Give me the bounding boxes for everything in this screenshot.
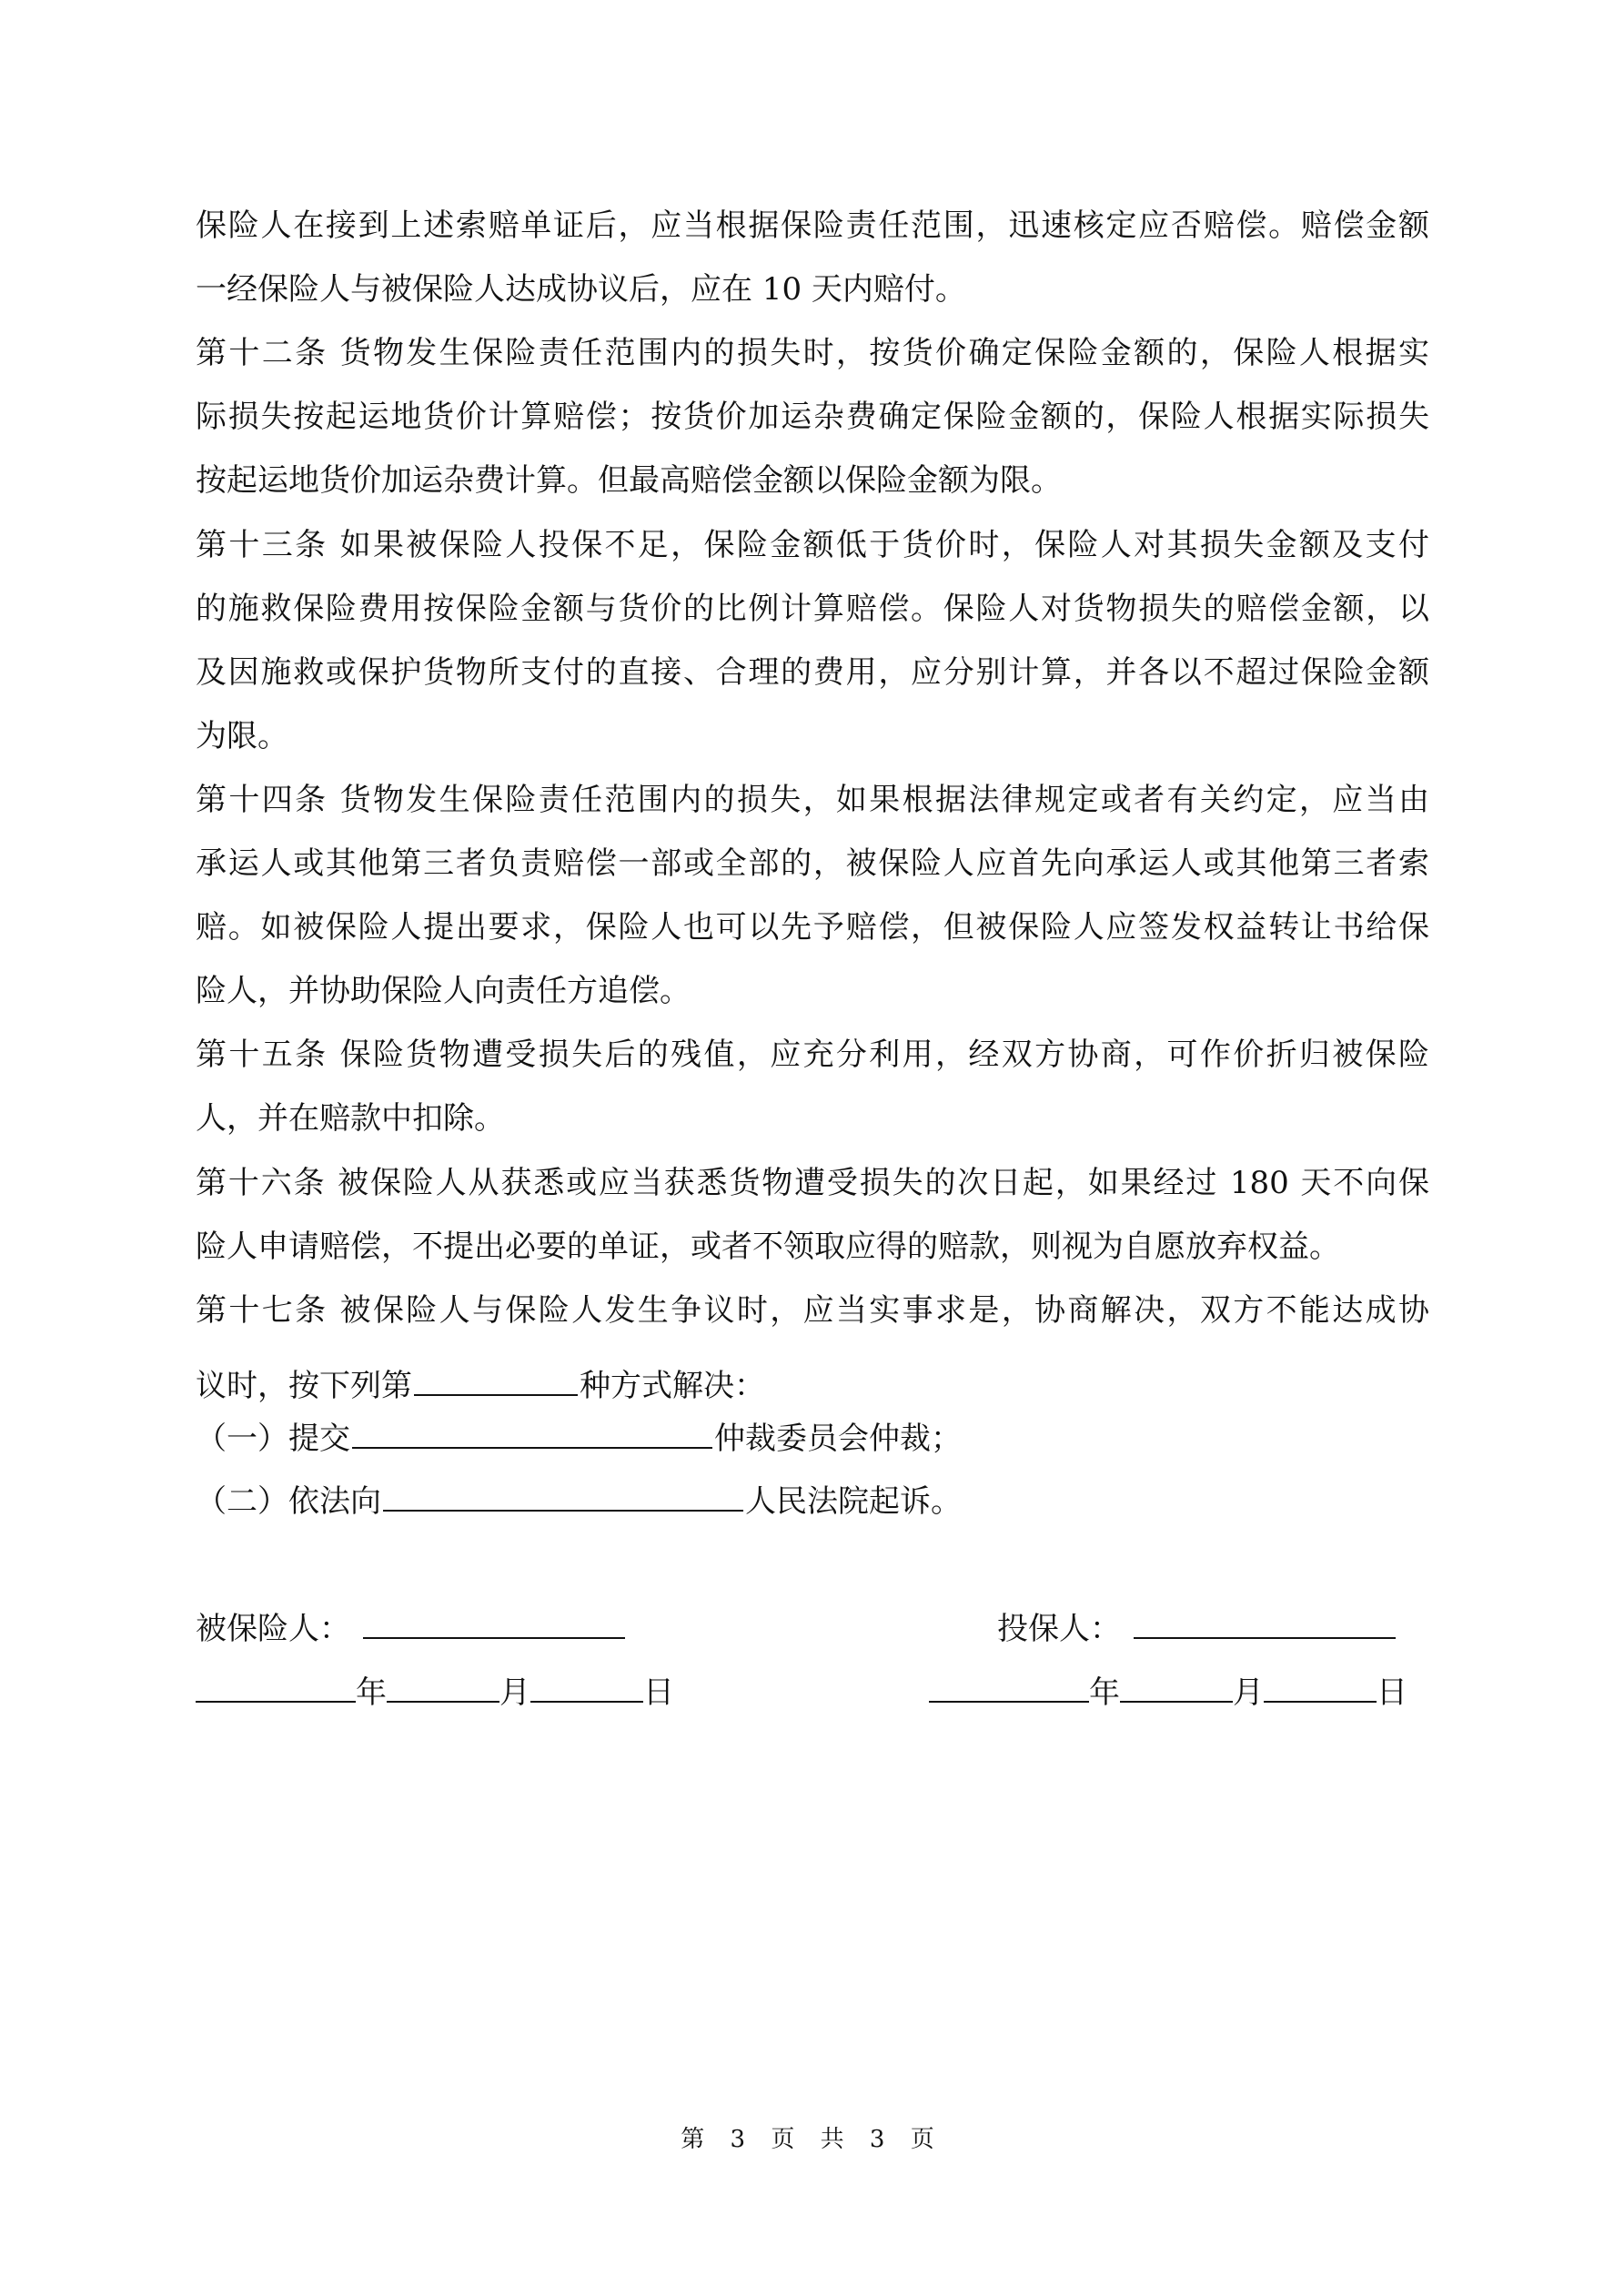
insured-date (196, 1670, 674, 1715)
applicant-day-field[interactable] (1264, 1674, 1377, 1703)
page-number-footer: 第 3 页 共 3 页 (681, 2126, 943, 2153)
court-option (196, 1479, 1429, 1524)
body-line: 的施救保险费用按保险金额与货价的比例计算赔偿。保险人对货物损失的赔偿金额，以 (196, 590, 1429, 627)
body-line: 险人申请赔偿，不提出必要的单证，或者不领取应得的赔款，则视为自愿放弃权益。 (196, 1228, 1340, 1265)
method-number-field[interactable] (414, 1367, 578, 1396)
body-line: 承运人或其他第三者负责赔偿一部或全部的，被保险人应首先向承运人或其他第三者索 (196, 845, 1429, 882)
year-label: 年 (1089, 1674, 1120, 1711)
body-line: 第十六条 被保险人从获悉或应当获悉货物遭受损失的次日起，如果经过 180 天不向保 (196, 1164, 1429, 1201)
year-label: 年 (356, 1674, 387, 1711)
insured-day-field[interactable] (530, 1674, 643, 1703)
body-line: 第十七条 被保险人与保险人发生争议时，应当实事求是，协商解决，双方不能达成协 (196, 1291, 1429, 1329)
body-line: 第十四条 货物发生保险责任范围内的损失，如果根据法律规定或者有关约定，应当由 (196, 781, 1429, 818)
arbitration-committee-field[interactable] (352, 1420, 712, 1449)
body-line: 险人，并协助保险人向责任方追偿。 (196, 973, 691, 1010)
applicant-label: 投保人： (997, 1611, 1121, 1647)
body-line: 一经保险人与被保险人达成协议后，应在 10 天内赔付。 (196, 271, 966, 308)
insured-signature-field[interactable] (363, 1610, 625, 1639)
body-line: 第十二条 货物发生保险责任范围内的损失时，按货价确定保险金额的，保险人根据实 (196, 335, 1429, 372)
insured-year-field[interactable] (196, 1674, 356, 1703)
body-line: 际损失按起运地货价计算赔偿；按货价加运杂费确定保险金额的，保险人根据实际损失 (196, 399, 1429, 436)
applicant-signature (997, 1606, 1397, 1652)
dispute-resolution-line (196, 1363, 1429, 1409)
insured-month-field[interactable] (387, 1674, 499, 1703)
insured-signature (196, 1606, 627, 1652)
body-line: 赔。如被保险人提出要求，保险人也可以先予赔偿，但被保险人应签发权益转让书给保 (196, 909, 1429, 946)
insured-label: 被保险人： (196, 1611, 350, 1647)
option-1-text-before: （一）提交 (196, 1421, 350, 1457)
month-label: 月 (1233, 1674, 1264, 1711)
option-1-text-after: 仲裁委员会仲裁； (714, 1421, 962, 1457)
body-line: 第十五条 保险货物遭受损失后的残值，应充分利用，经双方协商，可作价折归被保险 (196, 1037, 1429, 1074)
body-line: 第十三条 如果被保险人投保不足，保险金额低于货价时，保险人对其损失金额及支付 (196, 526, 1429, 563)
option-2-text-after: 人民法院起诉。 (745, 1483, 962, 1520)
applicant-month-field[interactable] (1120, 1674, 1233, 1703)
dispute-text-before: 议时，按下列第 (196, 1368, 412, 1404)
option-2-text-before: （二）依法向 (196, 1483, 381, 1520)
month-label: 月 (499, 1674, 530, 1711)
body-line: 人，并在赔款中扣除。 (196, 1100, 505, 1138)
applicant-signature-field[interactable] (1134, 1610, 1396, 1639)
day-label: 日 (643, 1674, 674, 1711)
body-line: 按起运地货价加运杂费计算。但最高赔偿金额以保险金额为限。 (196, 462, 1062, 500)
dispute-text-after: 种方式解决： (580, 1368, 765, 1404)
court-name-field[interactable] (383, 1482, 743, 1512)
arbitration-option (196, 1416, 1429, 1462)
applicant-date (929, 1670, 1407, 1715)
applicant-year-field[interactable] (929, 1674, 1089, 1703)
body-line: 保险人在接到上述索赔单证后，应当根据保险责任范围，迅速核定应否赔偿。赔偿金额 (196, 207, 1429, 244)
body-line: 为限。 (196, 717, 288, 754)
body-line: 及因施救或保护货物所支付的直接、合理的费用，应分别计算，并各以不超过保险金额 (196, 653, 1429, 691)
day-label: 日 (1377, 1674, 1407, 1711)
